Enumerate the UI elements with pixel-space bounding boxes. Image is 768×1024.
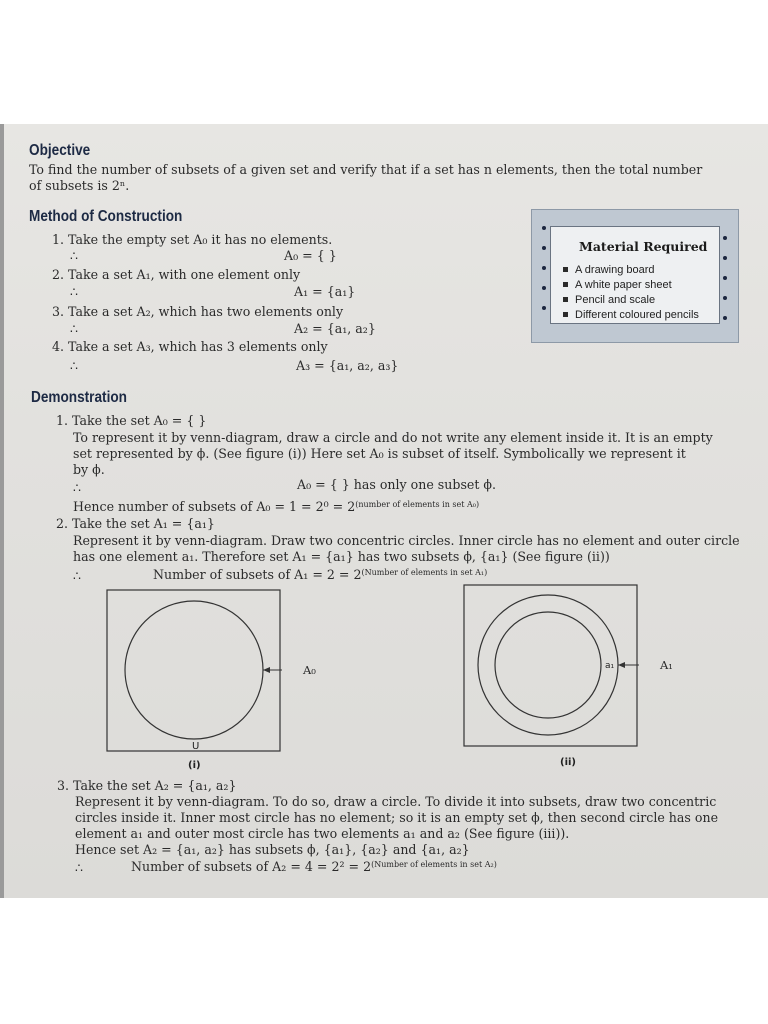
element-a1-label: a₁ <box>605 661 615 671</box>
demo-step-1-line-3: by ϕ. <box>73 462 105 477</box>
material-item: A white paper sheet <box>563 278 699 293</box>
venn-figure-2 <box>463 584 639 770</box>
binder-hole <box>723 316 727 320</box>
demo-step-3-count: Number of subsets of $A_2 = 4 = 2^2 = 2^{(Number of elements in set A_2)}$ <box>131 859 497 874</box>
therefore-symbol: ∴ <box>73 568 82 583</box>
binder-hole <box>542 266 546 270</box>
therefore-symbol: ∴ <box>70 284 79 299</box>
objective-line-1: To find the number of subsets of a given set and verify that if a set has n elements, then the total number <box>29 162 703 177</box>
binder-hole <box>723 236 727 240</box>
method-step-1: 1. Take the empty set A₀ it has no elements. <box>52 232 333 247</box>
figure-1-caption: (i) <box>188 760 201 771</box>
binder-hole <box>542 226 546 230</box>
demo-step-1-line-2: set represented by ϕ. (See figure (i)) Here set A₀ is subset of itself. Symbolically we represent it <box>73 446 686 461</box>
demo-step-2-title: 2. Take the set A₁ = {a₁} <box>56 516 215 531</box>
demo-step-3-line-3: element a₁ and outer most circle has two elements a₁ and a₂ (See figure (iii)). <box>75 826 570 841</box>
demo-step-2-line-1: Represent it by venn-diagram. Draw two concentric circles. Inner circle has no element and outer circle <box>73 533 740 548</box>
universal-set-rectangle <box>107 590 280 751</box>
demo-step-1-eq: A₀ = { } has only one subset ϕ. <box>297 477 497 492</box>
material-item: Different coloured pencils <box>563 308 699 323</box>
textbook-page <box>0 124 768 898</box>
universal-set-label: U <box>192 741 200 752</box>
binder-hole <box>542 286 546 290</box>
bullet-icon <box>563 297 568 302</box>
material-title: Material Required <box>579 239 708 254</box>
bullet-icon <box>563 312 568 317</box>
material-required-panel <box>531 209 739 343</box>
method-step-3-eq: A₂ = {a₁, a₂} <box>294 321 376 336</box>
bullet-icon <box>563 267 568 272</box>
binder-hole <box>542 306 546 310</box>
empty-inner-circle <box>495 612 601 718</box>
arrowhead <box>263 667 270 673</box>
material-item: Pencil and scale <box>563 293 699 308</box>
figure-1-set-label: A₀ <box>303 663 316 677</box>
method-step-2-eq: A₁ = {a₁} <box>294 284 356 299</box>
binder-hole <box>723 296 727 300</box>
demo-step-1-line-1: To represent it by venn-diagram, draw a circle and do not write any element inside it. It is an empty <box>73 430 713 445</box>
method-heading: Method of Construction <box>29 208 183 225</box>
method-step-4: 4. Take a set A₃, which has 3 elements only <box>52 339 328 354</box>
demo-step-1-hence: Hence number of subsets of $A_0 = 1 = 2^0 = 2^{(number of elements in set A_0)}$ <box>73 499 480 514</box>
therefore-symbol: ∴ <box>75 860 84 875</box>
venn-figure-1 <box>106 589 282 771</box>
binder-hole <box>723 256 727 260</box>
method-step-1-eq: A₀ = { } <box>284 248 337 263</box>
material-card <box>550 226 720 324</box>
therefore-symbol: ∴ <box>70 321 79 336</box>
demo-step-3-line-1: Represent it by venn-diagram. To do so, draw a circle. To divide it into subsets, draw two concentric <box>75 794 717 809</box>
demo-step-3-title: 3. Take the set A₂ = {a₁, a₂} <box>57 778 237 793</box>
demo-step-1-title: 1. Take the set A₀ = { } <box>56 413 207 428</box>
demo-step-2-line-2: has one element a₁. Therefore set A₁ = {a₁} has two subsets ϕ, {a₁} (See figure (ii)) <box>73 549 610 564</box>
therefore-symbol: ∴ <box>73 480 82 495</box>
set-a0-circle <box>125 601 263 739</box>
therefore-symbol: ∴ <box>70 358 79 373</box>
binder-hole <box>542 246 546 250</box>
material-item: A drawing board <box>563 263 699 278</box>
demonstration-heading: Demonstration <box>31 389 127 406</box>
bullet-icon <box>563 282 568 287</box>
method-step-3: 3. Take a set A₂, which has two elements only <box>52 304 344 319</box>
demo-step-2-count: Number of subsets of $A_1 = 2 = 2^{(Number of elements in set A_1)}$ <box>153 567 488 582</box>
method-step-4-eq: A₃ = {a₁, a₂, a₃} <box>296 358 399 373</box>
figure-2-caption: (ii) <box>560 757 576 768</box>
binder-hole <box>723 276 727 280</box>
method-step-2: 2. Take a set A₁, with one element only <box>52 267 301 282</box>
material-list <box>563 263 699 323</box>
demo-step-3-line-2: circles inside it. Inner most circle has no element; so it is an empty set ϕ, then second circle has one <box>75 810 719 825</box>
therefore-symbol: ∴ <box>70 248 79 263</box>
objective-heading: Objective <box>29 142 91 159</box>
set-a1-outer-circle <box>478 595 618 735</box>
demo-step-3-line-4: Hence set A₂ = {a₁, a₂} has subsets ϕ, {a₁}, {a₂} and {a₁, a₂} <box>75 842 470 857</box>
objective-line-2: of subsets is 2ⁿ. <box>29 178 130 193</box>
figure-2-set-label: A₁ <box>660 658 673 672</box>
arrowhead <box>618 662 625 668</box>
